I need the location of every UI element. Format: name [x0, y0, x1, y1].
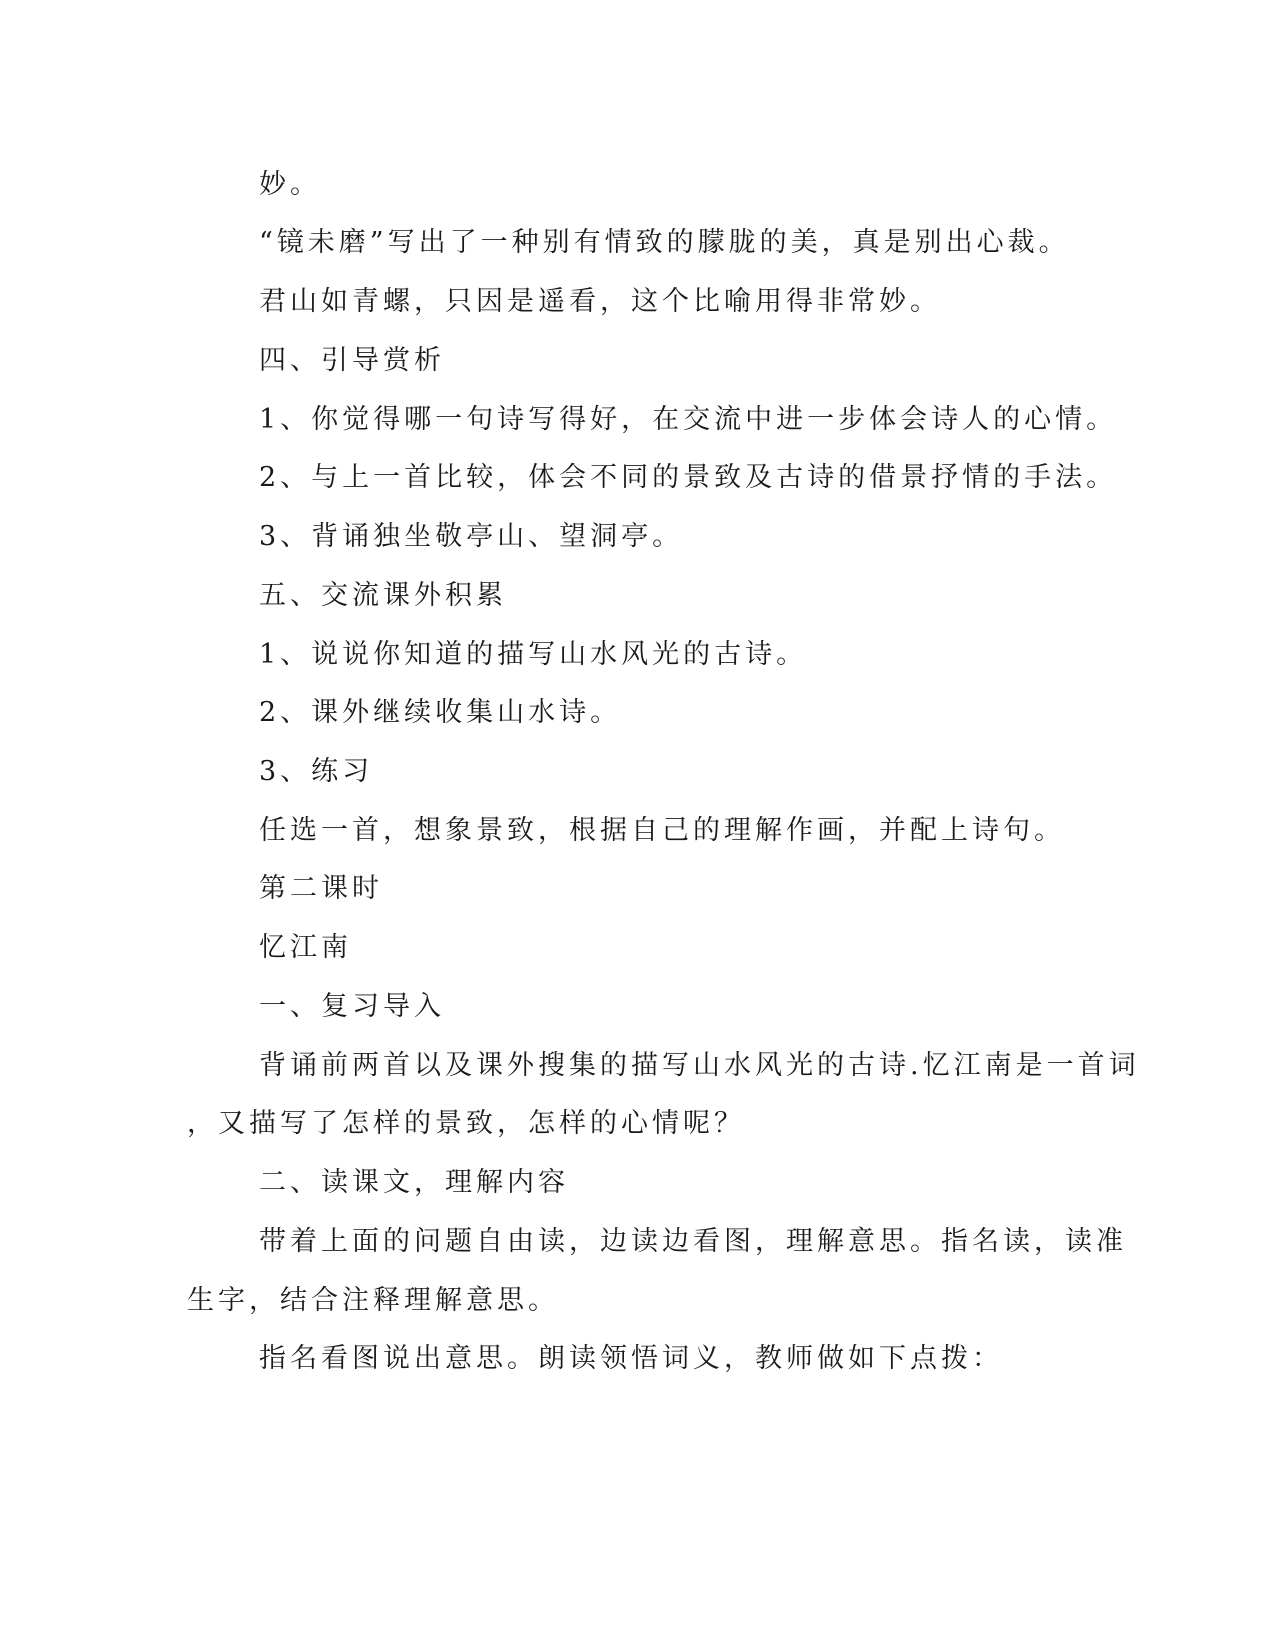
text-line: 1、你觉得哪一句诗写得好，在交流中进一步体会诗人的心情。 — [259, 404, 1118, 435]
text-line: 1、说说你知道的描写山水风光的古诗。 — [259, 639, 808, 670]
text-line: 2、与上一首比较，体会不同的景致及古诗的借景抒情的手法。 — [259, 462, 1118, 493]
text-line: 3、背诵独坐敬亭山、望洞亭。 — [259, 521, 684, 552]
text-line: 指名看图说出意思。朗读领悟词义，教师做如下点拨： — [259, 1343, 1003, 1374]
text-line: 任选一首，想象景致，根据自己的理解作画，并配上诗句。 — [259, 815, 1065, 846]
section-heading: 二、读课文，理解内容 — [259, 1167, 569, 1198]
poem-title: 忆江南 — [259, 932, 352, 963]
text-line: 3、练习 — [259, 756, 374, 787]
section-heading: 四、引导赏析 — [259, 345, 445, 376]
text-line: 君山如青螺，只因是遥看，这个比喻用得非常妙。 — [259, 286, 941, 317]
section-heading: 五、交流课外积累 — [259, 580, 507, 611]
text-line: 2、课外继续收集山水诗。 — [259, 697, 622, 728]
text-line: 妙。 — [259, 169, 321, 200]
text-line: “镜未磨”写出了一种别有情致的朦胧的美，真是别出心裁。 — [259, 227, 1070, 258]
text-line: 生字，结合注释理解意思。 — [187, 1285, 559, 1316]
section-heading: 第二课时 — [259, 873, 383, 904]
section-heading: 一、复习导入 — [259, 991, 445, 1022]
text-line: 带着上面的问题自由读，边读边看图，理解意思。指名读，读准 — [259, 1226, 1127, 1257]
text-line: ，又描写了怎样的景致，怎样的心情呢？ — [187, 1108, 745, 1139]
text-line: 背诵前两首以及课外搜集的描写山水风光的古诗.忆江南是一首词 — [259, 1050, 1140, 1081]
